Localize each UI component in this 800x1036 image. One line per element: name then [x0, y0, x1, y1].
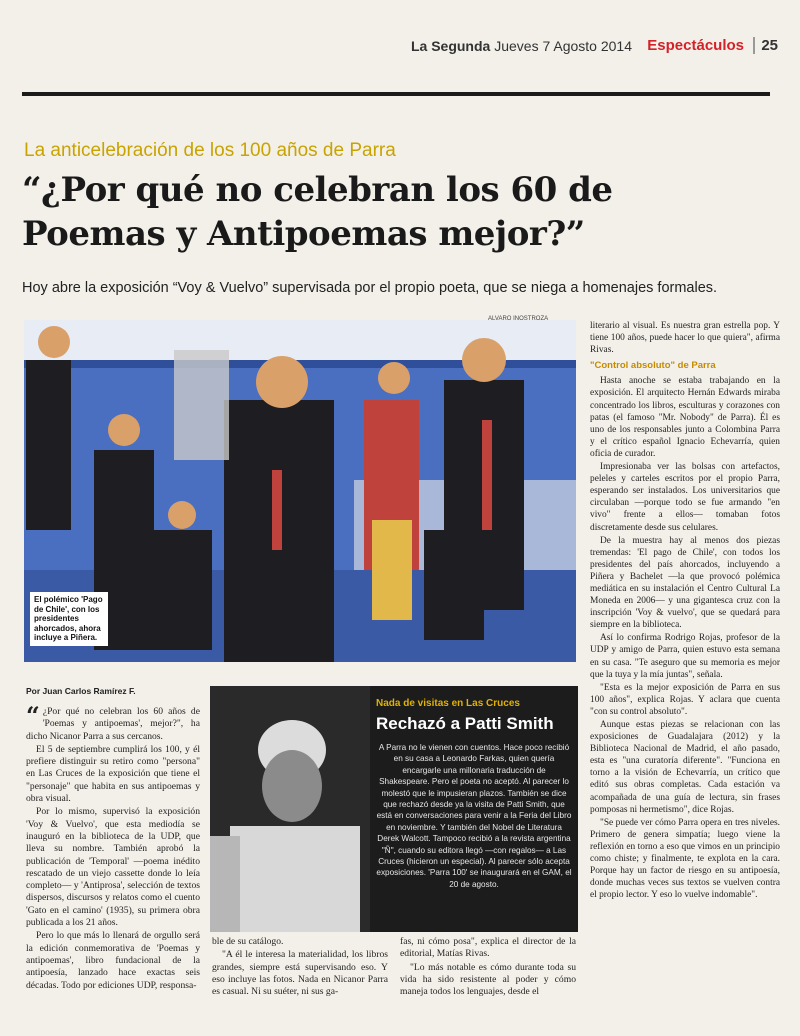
- sidebar-box: [210, 686, 578, 932]
- section-name: Espectáculos: [647, 37, 744, 54]
- photo-credit: ALVARO INOSTROZA: [488, 316, 549, 322]
- page-number: 25: [753, 37, 778, 54]
- col1-paragraph-2: El 5 de septiembre cumplirá los 100, y él prefiere distinguir su retiro como "persona" en Las Cruces de la exposición que tiene el "personaje" que habita en sus antipoemas y obra visual.: [26, 743, 200, 805]
- column-4: [590, 320, 780, 902]
- byline: Por Juan Carlos Ramírez F.: [26, 686, 136, 696]
- section-title-control-absoluto: "Control absoluto" de Parra: [590, 360, 716, 372]
- col4-paragraph-6: "Esta es la mejor exposición de Parra en sus 100 años", explica Rojas. Y aclara que cuenta "con su control absoluto".: [590, 682, 780, 717]
- kicker: La anticelebración de los 100 años de Parra: [24, 140, 396, 161]
- col4-paragraph-3: Impresionaba ver las bolsas con artefactos, peleles y carteles escritos por el propio Parra, esperando ser instalados. Los universitarios que circulaban —porque todo se fue armando "en vivo" frente a ellos— tomaban fotos discretamente desde sus celulares.: [590, 462, 780, 533]
- column-1: [26, 701, 200, 993]
- headline: [22, 168, 782, 256]
- top-rule: [22, 92, 770, 96]
- box-title: Rechazó a Patti Smith: [376, 714, 554, 733]
- col2-paragraph-2: "A él le interesa la materialidad, los libros grandes, siempre está supervisando eso. Y eso incluye las fotos. Nada en Nicanor Parra es casual. Ni su suéter, ni sus ga-: [212, 949, 388, 998]
- masthead: [22, 34, 782, 64]
- col4-paragraph-1: literario al visual. Es nuestra gran estrella pop. Y tiene 100 años, puede hacer lo que quiera", afirma Rivas.: [590, 321, 780, 356]
- paper-name: La Segunda: [410, 38, 491, 54]
- col3-paragraph-1: fas, ni cómo posa", explica el director de la editorial, Matías Rivas.: [400, 936, 576, 960]
- col4-paragraph-4: De la muestra hay al menos dos piezas tremendas: 'El pago de Chile', con todos los presidentes del país ahorcados, incluyendo a Piñera y Bachelet —la que provocó polémica mediática en su instalación el Centro Cultural La Moneda en 2006— y una gigantesca cruz con la inscripción 'Voy & vuelvo', que se quedará para siempre en la biblioteca.: [590, 535, 780, 631]
- col3-paragraph-2: "Lo más notable es cómo durante toda su vida ha sido resistente al poder y cómo maneja todos los lenguajes, desde el: [400, 961, 576, 998]
- col2-paragraph-1: ble de su catálogo.: [212, 936, 284, 947]
- col4-paragraph-5: Así lo confirma Rodrigo Rojas, profesor de la UDP y amigo de Parra, quien estuvo esta semana en su casa. "Te aseguro que su memoria es mejor que la tuya y la mía juntas", señala.: [590, 633, 780, 680]
- headline-line-2: Poemas y Antipoemas mejor?”: [22, 214, 585, 254]
- parra-portrait: [210, 686, 370, 932]
- box-tag: Nada de visitas en Las Cruces: [376, 698, 520, 709]
- opening-quote-icon: “: [26, 701, 40, 730]
- col1-paragraph-3: Por lo mismo, supervisó la exposición 'Voy & Vuelvo', que esta mediodía se inauguró en la biblioteca de la UDP, que lleva su nombre. También aprobó la publicación de 'Temporal' —poema inédito rescatado de un viejo cassette donde lo leía completo— y 'Antiprosa', selección de textos dispersos, discursos y relatos como el cuento 'Gato en el camino' (1935), su primera obra publicada a los 21 años.: [26, 806, 200, 929]
- col4-paragraph-7: Aunque estas piezas se relacionan con las exposiciones de Guadalajara (2012) y la Biblioteca Nacional de Madrid, el año pasado, esta es "una curatoría diferente". "Funciona en torno a la visión de Echevarría, un crítico que editó sus obras completas. Cada estación va acompañada de una guía de lectura, sin frases pomposas ni hermetismo", dice Rojas.: [590, 720, 780, 815]
- subhead: Hoy abre la exposición “Voy & Vuelvo” supervisada por el propio poeta, que se niega a homenajes formales.: [22, 280, 718, 296]
- box-body: A Parra no le vienen con cuentos. Hace poco recibió en su casa a Leonardo Farkas, quien quería encargarle una millonaria traducción de Shakespeare. Pero el poeta no aceptó. Al parecer lo molestó que le impusieran plazos. También se dice que rechazó desde ya la visita de Patti Smith, que está en conversaciones para venir a la Feria del Libro en noviembre. Y también del Nobel de Literatura Derek Walcott. Tampoco recibió a la revista argentina "Ñ", cuando su editora llegó —con regalos— a Las Cruces (hicieron un especial). Al parecer sólo acepta exposiciones. 'Parra 100' se inaugurará en el GAM, el 20 de agosto.: [376, 743, 572, 889]
- masthead-paper-date: [411, 38, 632, 54]
- col1-paragraph-1: “ ¿Por qué no celebran los 60 años de 'Poemas y antipoemas', mejor?", ha dicho Nicanor Parra a sus cercanos.: [26, 701, 200, 742]
- headline-line-1: “¿Por qué no celebran los 60 de: [22, 170, 613, 210]
- col1-paragraph-4: Pero lo que más lo llenará de orgullo será la edición conmemorativa de 'Poemas y antipoemas', libro fundacional de la antipoesía, lanzado hace exactas seis décadas. Todo por ediciones UDP, responsa-: [26, 930, 200, 991]
- col4-paragraph-8: "Se puede ver cómo Parra opera en tres niveles. Primero de genera simpatía; luego viene la reflexión en torno a eso que vimos en un principio como chiste; y finalmente, te explota en la cara. Porque hay un factor de riesgo en su antipoesía, donde muchas veces sus textos se vuelven contra el propio lector. Y eso lo vuelve indomable".: [590, 817, 780, 901]
- col4-paragraph-2: Hasta anoche se estaba trabajando en la exposición. El arquitecto Hernán Edwards miraba concentrado los libros, esculturas y corazones con patas (el famoso "Mr. Nobody" de Parra). Él es uno de los responsables junto a Colombina Parra y el crítico español Ignacio Echevarría, quien oficia de curador.: [590, 376, 780, 459]
- column-3: [400, 936, 576, 999]
- issue-date: Jueves 7 Agosto 2014: [494, 38, 632, 54]
- column-2: [212, 936, 388, 999]
- photo-caption: El polémico 'Pago de Chile', con los presidentes ahorcados, ahora incluye a Piñera.: [30, 592, 108, 646]
